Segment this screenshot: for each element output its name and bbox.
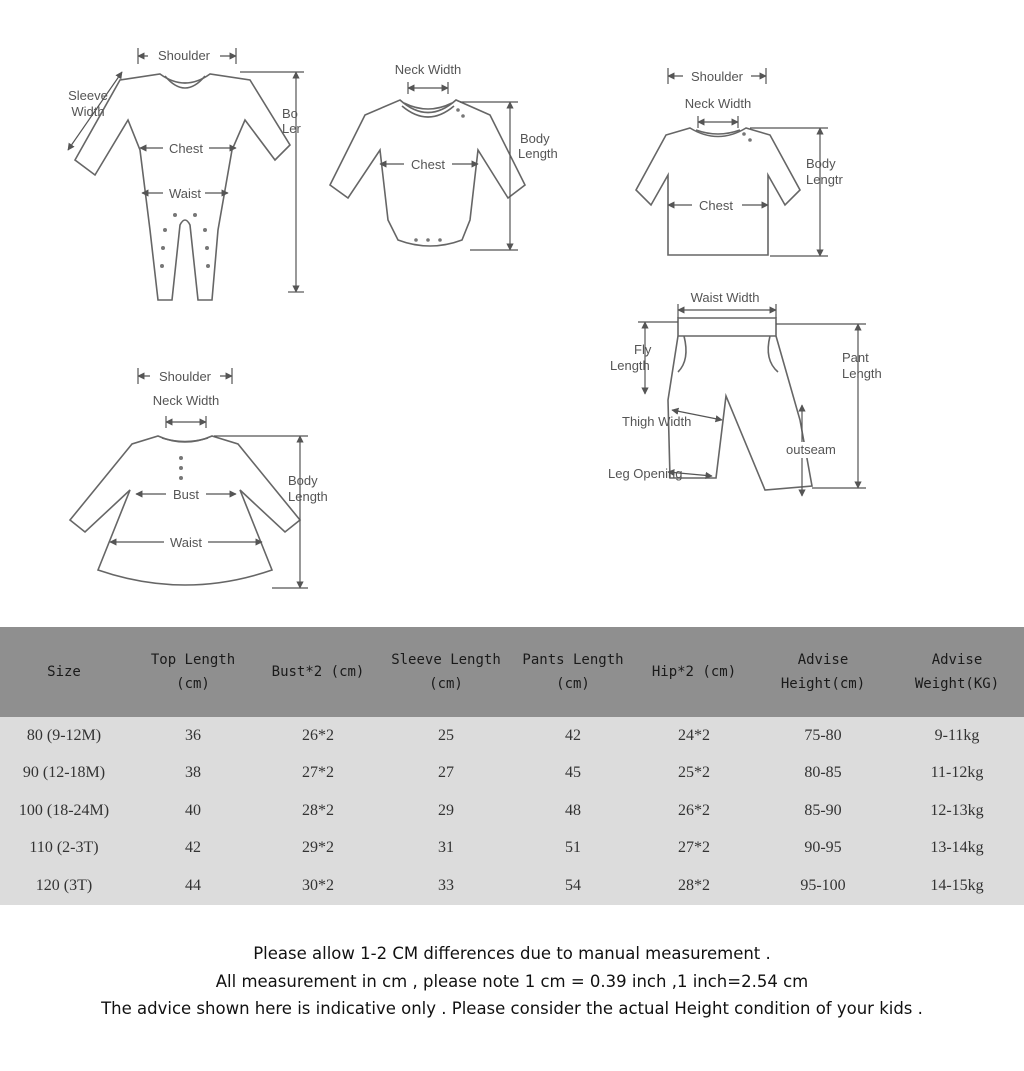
- header-size: Size: [47, 664, 81, 680]
- cell-bust: 27*2: [302, 764, 334, 782]
- cell-pants-length: 48: [565, 801, 581, 819]
- bodysuit-neck-width-label: Neck Width: [394, 62, 462, 77]
- cell-hip: 25*2: [678, 764, 710, 782]
- cell-advise-weight: 14-15kg: [930, 876, 984, 894]
- bodysuit-diagram: [330, 62, 558, 250]
- table-row: [0, 867, 1024, 905]
- note-line: The advice shown here is indicative only . Please consider the actual Height condition of your kids .: [101, 999, 923, 1018]
- dress-bust-label: Bust: [172, 487, 200, 502]
- pants-outseam-label: outseam: [786, 442, 836, 457]
- top-shoulder-label: Shoulder: [690, 69, 744, 84]
- dress-neck-width-label: Neck Width: [152, 393, 220, 408]
- cell-bust: 28*2: [302, 801, 334, 819]
- pants-leg-opening-label: Leg Opening: [608, 466, 683, 481]
- measurement-notes: [0, 940, 1024, 1023]
- dress-diagram: [70, 368, 328, 588]
- pants-fly-length-label-2: Length: [610, 358, 650, 373]
- dress-shoulder-label: Shoulder: [158, 369, 212, 384]
- romper-body-length-label-2: Ler: [282, 121, 301, 136]
- header-advise-weight: Advise Weight(KG): [914, 652, 1000, 692]
- cell-advise-height: 75-80: [804, 726, 842, 744]
- cell-sleeve-length: 25: [438, 726, 454, 744]
- cell-top-length: 36: [185, 726, 201, 744]
- bodysuit-body-length-label-1: Body: [520, 131, 550, 146]
- cell-sleeve-length: 29: [438, 801, 454, 819]
- cell-hip: 24*2: [678, 726, 710, 744]
- cell-advise-weight: 11-12kg: [930, 764, 984, 782]
- cell-bust: 29*2: [302, 839, 334, 857]
- cell-sleeve-length: 31: [438, 839, 454, 857]
- cell-size: 80 (9-12M): [26, 726, 102, 744]
- top-diagram: [636, 68, 844, 256]
- header-pants-length: Pants Length (cm): [522, 652, 624, 692]
- header-bust: Bust*2 (cm): [271, 664, 365, 680]
- size-chart-table: [0, 627, 1024, 905]
- pants-pant-length-label-1: Pant: [842, 350, 869, 365]
- table-row: [0, 830, 1024, 868]
- romper-sleeve-width-label-2: Width: [71, 104, 105, 119]
- table-header-row: [0, 627, 1024, 717]
- note-line: Please allow 1-2 CM differences due to manual measurement .: [253, 944, 771, 963]
- romper-waist-label: Waist: [168, 186, 202, 201]
- cell-advise-weight: 9-11kg: [934, 726, 980, 744]
- header-hip: Hip*2 (cm): [651, 664, 737, 680]
- bodysuit-chest-label: Chest: [411, 157, 445, 172]
- romper-shoulder-label: Shoulder: [157, 48, 211, 63]
- cell-size: 110 (2-3T): [29, 839, 99, 857]
- dress-waist-label: Waist: [169, 535, 203, 550]
- dress-body-length-label-2: Length: [288, 489, 328, 504]
- table-row: [0, 717, 1024, 755]
- cell-top-length: 44: [185, 876, 201, 894]
- pants-thigh-width-label: Thigh Width: [622, 414, 692, 429]
- cell-advise-height: 80-85: [804, 764, 842, 782]
- cell-size: 120 (3T): [35, 876, 93, 894]
- romper-chest-label: Chest: [169, 141, 203, 156]
- cell-top-length: 38: [185, 764, 201, 782]
- cell-hip: 27*2: [678, 839, 710, 857]
- romper-diagram: [68, 47, 304, 300]
- cell-hip: 26*2: [678, 801, 710, 819]
- cell-bust: 30*2: [302, 876, 334, 894]
- table-row: [0, 792, 1024, 830]
- cell-size: 90 (12-18M): [22, 764, 106, 782]
- cell-advise-height: 95-100: [800, 876, 846, 894]
- cell-advise-height: 90-95: [804, 839, 842, 857]
- top-body-length-label-2: Lengtr: [806, 172, 843, 187]
- pants-fly-length-label-1: Fly: [634, 342, 652, 357]
- top-neck-width-label: Neck Width: [684, 96, 752, 111]
- dress-body-length-label-1: Body: [288, 473, 318, 488]
- bodysuit-body-length-label-2: Length: [518, 146, 558, 161]
- romper-body-length-label-1: Bo: [282, 106, 298, 121]
- pants-pant-length-label-2: Length: [842, 366, 882, 381]
- cell-pants-length: 54: [565, 876, 581, 894]
- cell-top-length: 42: [185, 839, 201, 857]
- pants-diagram: [608, 290, 882, 496]
- cell-pants-length: 45: [565, 764, 581, 782]
- top-body-length-label-1: Body: [806, 156, 836, 171]
- cell-hip: 28*2: [678, 876, 710, 894]
- table-row: [0, 755, 1024, 793]
- header-top-length: Top Length (cm): [150, 652, 236, 692]
- header-advise-height: Advise Height(cm): [780, 652, 866, 692]
- cell-top-length: 40: [185, 801, 201, 819]
- cell-pants-length: 42: [565, 726, 581, 744]
- header-sleeve-length: Sleeve Length (cm): [391, 652, 501, 692]
- cell-sleeve-length: 33: [438, 876, 454, 894]
- cell-advise-weight: 12-13kg: [930, 801, 984, 819]
- romper-sleeve-width-label-1: Sleeve: [68, 88, 108, 103]
- cell-advise-height: 85-90: [804, 801, 842, 819]
- cell-pants-length: 51: [565, 839, 581, 857]
- cell-advise-weight: 13-14kg: [930, 839, 984, 857]
- cell-size: 100 (18-24M): [18, 801, 110, 819]
- cell-sleeve-length: 27: [438, 764, 454, 782]
- cell-bust: 26*2: [302, 726, 334, 744]
- note-line: All measurement in cm , please note 1 cm = 0.39 inch ,1 inch=2.54 cm: [215, 971, 809, 991]
- top-chest-label: Chest: [699, 198, 733, 213]
- pants-waist-width-label: Waist Width: [690, 290, 760, 305]
